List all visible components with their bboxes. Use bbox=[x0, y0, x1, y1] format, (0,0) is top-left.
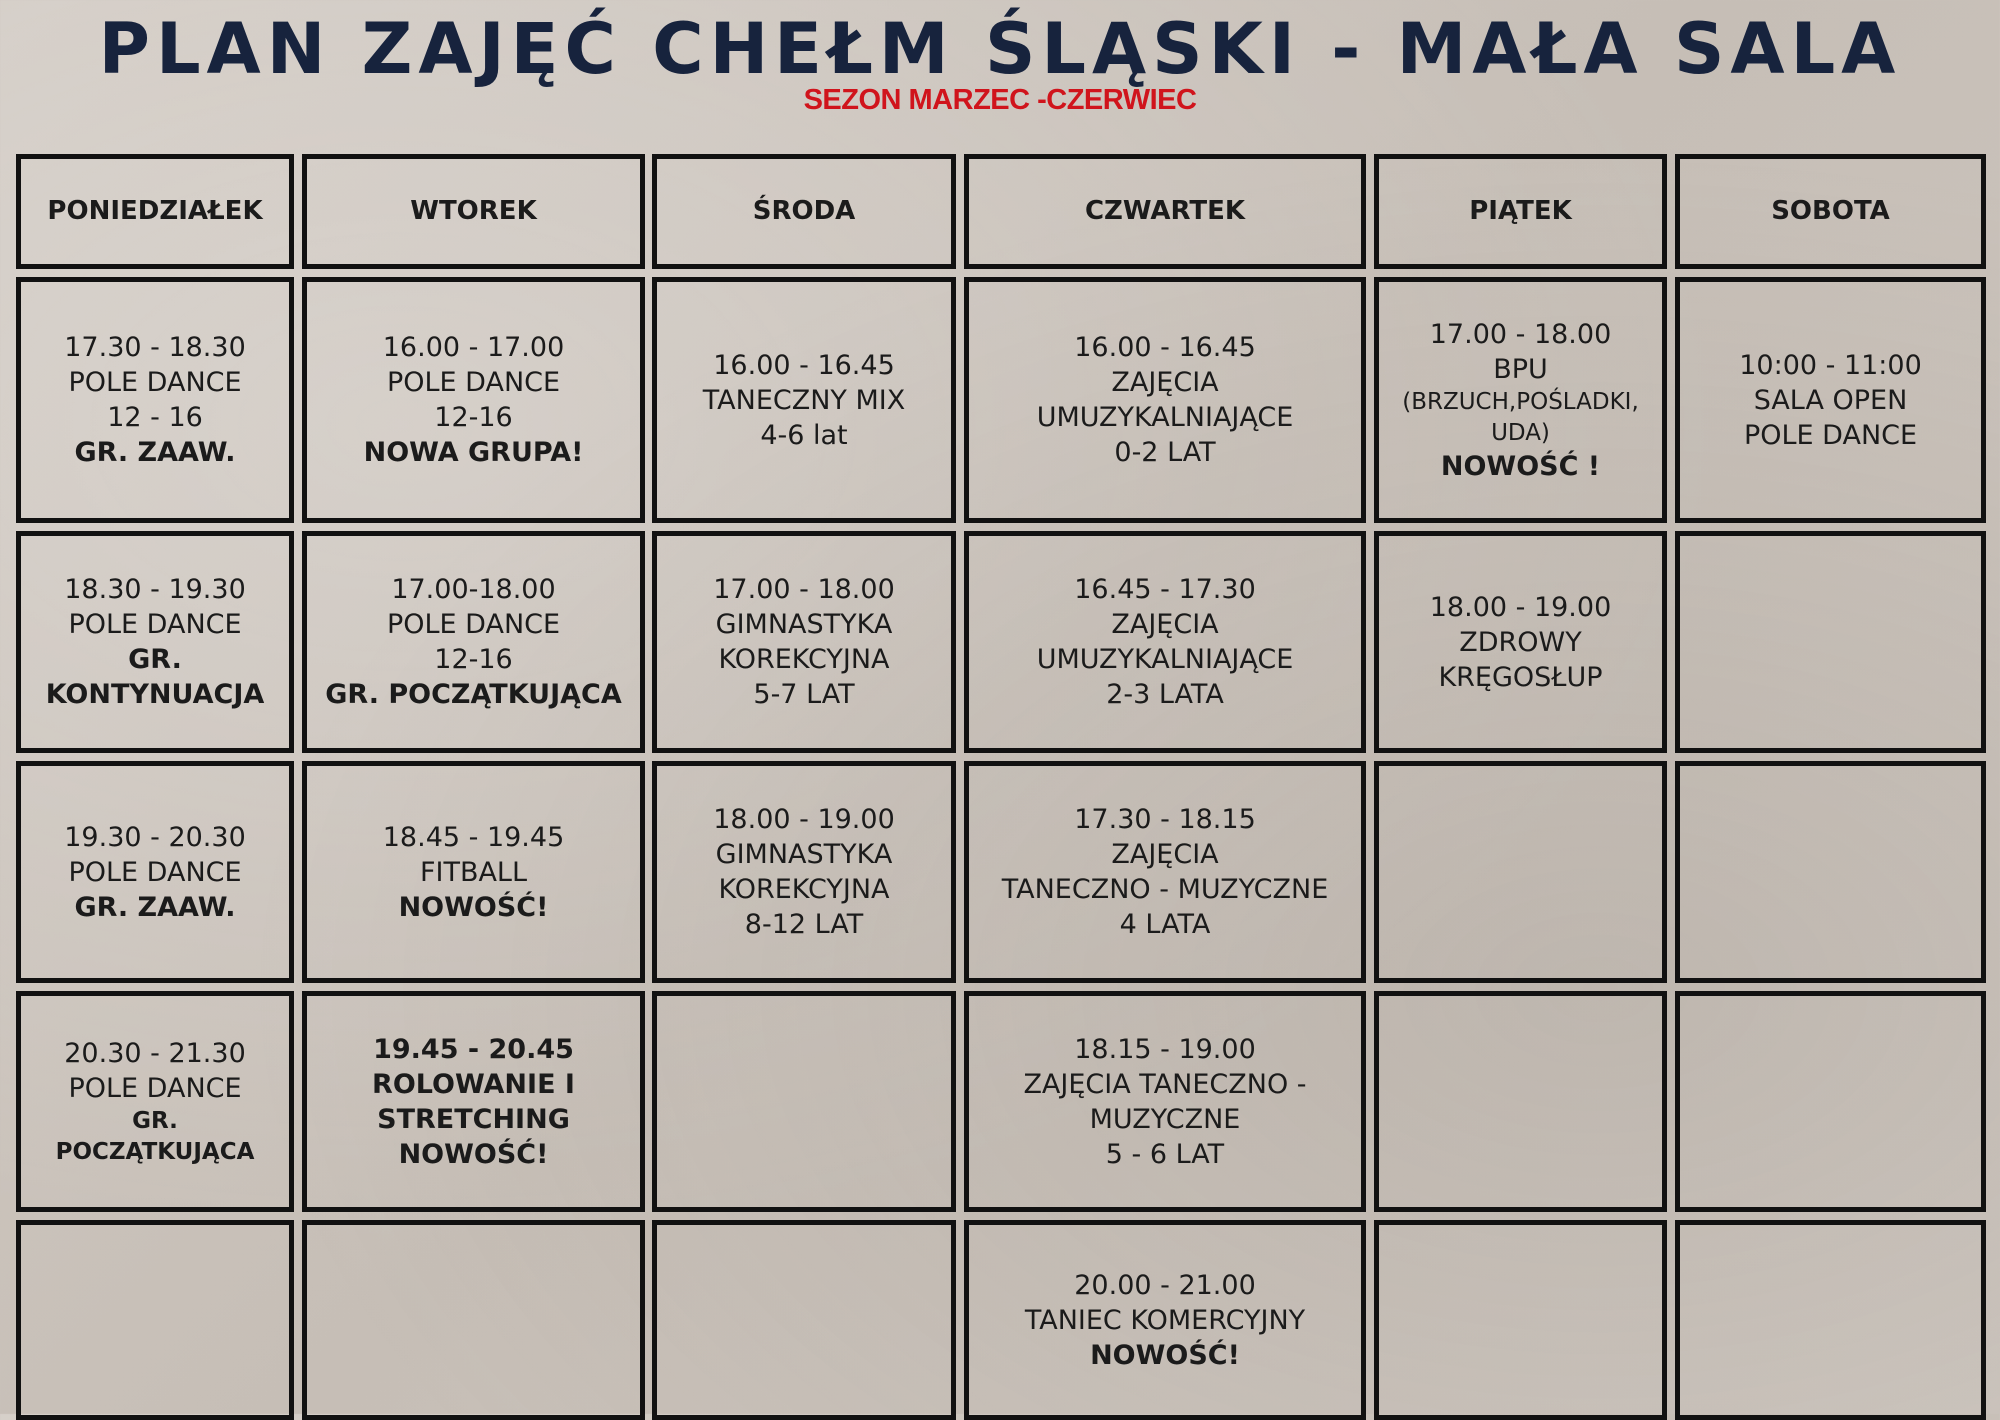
class-info-line: 18.45 - 19.45 bbox=[382, 821, 565, 853]
schedule-cell-monday-3 bbox=[16, 761, 294, 983]
schedule-cell-saturday-5 bbox=[1675, 1220, 1986, 1420]
class-info-line: GR. ZAAW. bbox=[74, 437, 236, 468]
class-info-line: GR. POCZĄTKUJĄCA bbox=[325, 679, 622, 710]
class-info-line: 5 - 6 LAT bbox=[1105, 1138, 1225, 1170]
class-info-line: FITBALL bbox=[419, 856, 528, 888]
schedule-cell-wednesday-3 bbox=[652, 761, 956, 983]
schedule-cell-wednesday-4 bbox=[652, 991, 956, 1212]
schedule-cell-wednesday-1 bbox=[652, 277, 956, 523]
schedule-cell-tuesday-4 bbox=[302, 991, 645, 1212]
schedule-cell-friday-4 bbox=[1374, 991, 1667, 1212]
class-info-line: UMUZYKALNIAJĄCE bbox=[1036, 402, 1294, 433]
class-info-line: SALA OPEN bbox=[1753, 384, 1908, 416]
class-info-line: 16.45 - 17.30 bbox=[1074, 574, 1256, 605]
class-info-line: 16.00 - 16.45 bbox=[1074, 332, 1256, 363]
class-info-line: 18.00 - 19.00 bbox=[713, 804, 895, 835]
class-info-line: NOWOŚĆ! bbox=[398, 1138, 549, 1170]
class-info-line: KOREKCYJNA bbox=[718, 874, 890, 905]
day-header-label: CZWARTEK bbox=[1084, 196, 1246, 226]
class-info-line: POLE DANCE bbox=[386, 367, 561, 398]
day-header-label: PONIEDZIAŁEK bbox=[47, 196, 263, 226]
schedule-cell-monday-5 bbox=[16, 1220, 294, 1420]
class-info-line: 16.00 - 16.45 bbox=[713, 349, 895, 381]
class-info-line: 18.00 - 19.00 bbox=[1429, 591, 1612, 623]
class-info-line: NOWOŚĆ! bbox=[1090, 1339, 1240, 1371]
class-info-line: NOWOŚĆ! bbox=[398, 891, 549, 923]
class-info-line: TANECZNY MIX bbox=[702, 384, 906, 416]
class-info-line: ZAJĘCIA bbox=[1111, 367, 1219, 398]
class-info-line: KRĘGOSŁUP bbox=[1438, 661, 1603, 693]
schedule-cell-tuesday-1 bbox=[302, 277, 645, 523]
class-info-line: BPU bbox=[1493, 353, 1548, 385]
schedule-cell-tuesday-3 bbox=[302, 761, 645, 983]
class-info-line: 20.30 - 21.30 bbox=[64, 1037, 246, 1069]
class-info-line: 17.30 - 18.15 bbox=[1074, 804, 1256, 835]
class-info-line: 17.00 - 18.00 bbox=[713, 574, 895, 605]
class-info-line: 18.30 - 19.30 bbox=[64, 574, 246, 605]
schedule-cell-saturday-3 bbox=[1675, 761, 1986, 983]
class-info-line: 4 LATA bbox=[1119, 909, 1211, 940]
class-info-line: NOWA GRUPA! bbox=[363, 437, 584, 468]
schedule-cell-friday-2 bbox=[1374, 531, 1667, 753]
class-info-line: 17.30 - 18.30 bbox=[64, 332, 246, 363]
class-info-line: ROLOWANIE I bbox=[372, 1068, 575, 1100]
day-header-label: PIĄTEK bbox=[1469, 196, 1572, 226]
schedule-cell-saturday-2 bbox=[1675, 531, 1986, 753]
day-header-label: ŚRODA bbox=[752, 196, 856, 226]
class-info-line: 12 - 16 bbox=[107, 402, 203, 433]
day-header-label: SOBOTA bbox=[1771, 196, 1890, 226]
class-info-line: UMUZYKALNIAJĄCE bbox=[1036, 644, 1294, 675]
day-header-thursday bbox=[964, 154, 1366, 269]
class-info-line: GR. ZAAW. bbox=[74, 891, 236, 923]
day-header-label: WTOREK bbox=[410, 196, 537, 226]
schedule-cell-wednesday-2 bbox=[652, 531, 956, 753]
class-info-line: ZAJĘCIA TANECZNO - bbox=[1023, 1068, 1307, 1100]
class-info-line: 12-16 bbox=[434, 644, 513, 675]
class-info-line: 17.00 - 18.00 bbox=[1429, 318, 1612, 350]
schedule-cell-friday-1 bbox=[1374, 277, 1667, 523]
class-info-line: POLE DANCE bbox=[68, 609, 242, 640]
schedule-cell-thursday-5 bbox=[964, 1220, 1366, 1420]
schedule-cell-thursday-3 bbox=[964, 761, 1366, 983]
day-header-wednesday bbox=[652, 154, 956, 269]
class-info-line: 17.00-18.00 bbox=[391, 574, 556, 605]
season-subtitle: SEZON MARZEC -CZERWIEC bbox=[803, 84, 1197, 116]
class-info-line: UDA) bbox=[1491, 419, 1550, 446]
class-info-line: POLE DANCE bbox=[68, 1072, 242, 1104]
class-info-line: POLE DANCE bbox=[68, 856, 242, 888]
class-info-line: 20.00 - 21.00 bbox=[1074, 1269, 1256, 1301]
class-info-line: ZAJĘCIA bbox=[1111, 839, 1219, 870]
class-info-line: TANIEC KOMERCYJNY bbox=[1024, 1304, 1306, 1336]
class-info-line: KOREKCYJNA bbox=[718, 644, 890, 675]
class-info-line: POLE DANCE bbox=[1743, 419, 1918, 451]
class-info-line: GR. bbox=[132, 1107, 178, 1134]
schedule-cell-friday-3 bbox=[1374, 761, 1667, 983]
class-info-line: 8-12 LAT bbox=[744, 909, 864, 940]
class-info-line: 2-3 LATA bbox=[1106, 679, 1224, 710]
class-info-line: STRETCHING bbox=[377, 1103, 570, 1135]
schedule-cell-tuesday-5 bbox=[302, 1220, 645, 1420]
class-info-line: 18.15 - 19.00 bbox=[1074, 1033, 1256, 1065]
schedule-cell-thursday-2 bbox=[964, 531, 1366, 753]
class-info-line: 12-16 bbox=[434, 402, 513, 433]
class-info-line: KONTYNUACJA bbox=[45, 679, 265, 710]
day-header-friday bbox=[1374, 154, 1667, 269]
day-header-monday bbox=[16, 154, 294, 269]
class-info-line: 19.30 - 20.30 bbox=[64, 821, 246, 853]
class-info-line: GR. bbox=[128, 644, 182, 675]
class-info-line: TANECZNO - MUZYCZNE bbox=[1001, 874, 1329, 905]
schedule-cell-monday-4 bbox=[16, 991, 294, 1212]
class-info-line: GIMNASTYKA bbox=[715, 609, 893, 640]
class-info-line: (BRZUCH,POŚLADKI, bbox=[1402, 388, 1639, 415]
schedule-cell-wednesday-5 bbox=[652, 1220, 956, 1420]
class-info-line: ZAJĘCIA bbox=[1111, 609, 1219, 640]
class-info-line: ZDROWY bbox=[1459, 626, 1582, 658]
class-info-line: 10:00 - 11:00 bbox=[1739, 349, 1922, 381]
schedule-cell-saturday-1 bbox=[1675, 277, 1986, 523]
class-info-line: 0-2 LAT bbox=[1114, 437, 1216, 468]
page-title: PLAN ZAJĘĆ CHEŁM ŚLĄSKI - MAŁA SALA bbox=[98, 8, 1902, 90]
class-info-line: POLE DANCE bbox=[68, 367, 242, 398]
schedule-cell-friday-5 bbox=[1374, 1220, 1667, 1420]
class-info-line: NOWOŚĆ ! bbox=[1440, 450, 1601, 482]
class-info-line: MUZYCZNE bbox=[1089, 1103, 1241, 1135]
schedule-cell-monday-2 bbox=[16, 531, 294, 753]
day-header-tuesday bbox=[302, 154, 645, 269]
schedule-cell-saturday-4 bbox=[1675, 991, 1986, 1212]
schedule-cell-thursday-4 bbox=[964, 991, 1366, 1212]
class-info-line: 4-6 lat bbox=[760, 419, 848, 451]
schedule-cell-monday-1 bbox=[16, 277, 294, 523]
class-info-line: 19.45 - 20.45 bbox=[373, 1033, 574, 1065]
class-info-line: GIMNASTYKA bbox=[715, 839, 893, 870]
schedule-cell-thursday-1 bbox=[964, 277, 1366, 523]
class-info-line: POLE DANCE bbox=[386, 609, 561, 640]
day-header-saturday bbox=[1675, 154, 1986, 269]
class-info-line: POCZĄTKUJĄCA bbox=[55, 1138, 255, 1165]
class-info-line: 5-7 LAT bbox=[753, 679, 855, 710]
class-info-line: 16.00 - 17.00 bbox=[382, 332, 565, 363]
schedule-cell-tuesday-2 bbox=[302, 531, 645, 753]
